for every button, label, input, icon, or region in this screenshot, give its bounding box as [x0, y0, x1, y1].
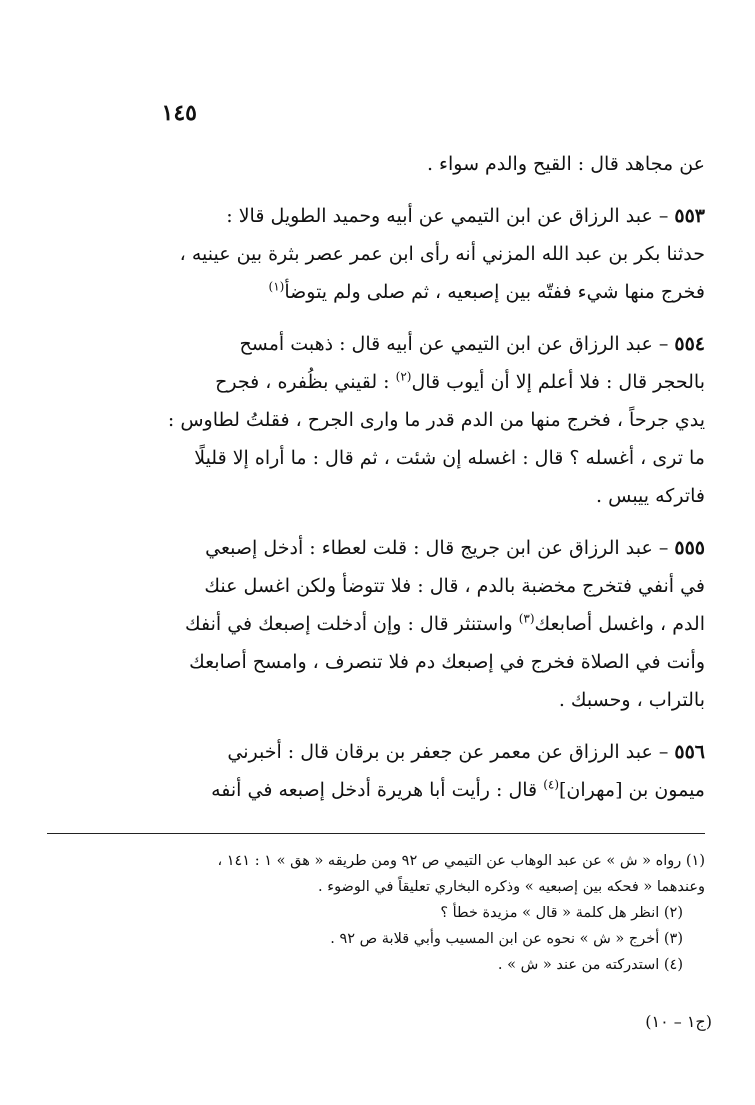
footnote-4: (٤) استدركته من عند « ش » . — [497, 957, 683, 973]
text-line — [47, 363, 705, 401]
page-number: ١٤٥ — [161, 100, 197, 126]
hadith-entry-556 — [47, 733, 705, 809]
text-line: ما ترى ، أغسله ؟ قال : اغسله إن شئت ، ثم قال : ما أراه إلا قليلًا — [194, 447, 705, 469]
entry-number: ٥٥٣ — [674, 205, 705, 227]
footnote-ref: (١) — [268, 279, 285, 294]
text-line: بالتراب ، وحسبك . — [558, 689, 705, 711]
text-line: في أنفي فتخرج مخضبة بالدم ، قال : فلا تتوضأ ولكن اغسل عنك — [204, 575, 705, 597]
text-segment: قال : رأيت أبا هريرة أدخل إصبعه في أنفه — [211, 779, 538, 801]
footnote-3: (٣) أخرج « ش » نحوه عن ابن المسيب وأبي قلابة ص ٩٢ . — [330, 931, 683, 947]
text-line: عن مجاهد قال : القيح والدم سواء . — [426, 153, 705, 175]
text-segment: – عبد الرزاق عن ابن جريج قال : قلت لعطاء : أدخل إصبعي — [205, 537, 669, 559]
text-line — [47, 197, 705, 235]
text-line — [47, 273, 705, 311]
text-segment: – عبد الرزاق عن معمر عن جعفر بن برقان قال : أخبرني — [227, 741, 669, 763]
footnote-1: (١) رواه « ش » عن عبد الوهاب عن التيمي ص ٩٢ ومن طريقه « هق » ١ : ١٤١ ، — [217, 853, 705, 869]
text-line: فاتركه ييبس . — [596, 485, 705, 507]
footnote-ref: (٢) — [395, 369, 412, 384]
footnotes — [47, 848, 705, 978]
text-line — [47, 771, 705, 809]
text-line — [47, 733, 705, 771]
footnote-2: (٢) انظر هل كلمة « قال » مزيدة خطأ ؟ — [440, 905, 683, 921]
text-line: وأنت في الصلاة فخرج في إصبعك دم فلا تنصرف ، وامسح أصابعك — [189, 651, 705, 673]
footnote-divider — [47, 833, 705, 834]
footnote-1-continued: وعندهما « فحكه بين إصبعيه » وذكره البخاري تعليقاً في الوضوء . — [318, 879, 705, 895]
entry-number: ٥٥٥ — [674, 537, 705, 559]
text-segment: الدم ، واغسل أصابعك — [534, 613, 705, 635]
text-line: يدي جرحاً ، فخرج منها من الدم قدر ما وارى الجرح ، فقلتُ لطاوس : — [167, 409, 705, 431]
entry-number: ٥٥٦ — [674, 741, 705, 763]
hadith-entry-554 — [47, 325, 705, 515]
text-segment: بالحجر قال : فلا أعلم إلا أن أيوب قال — [411, 371, 705, 393]
entry-number: ٥٥٤ — [674, 333, 705, 355]
text-line — [47, 325, 705, 363]
footnote-ref: (٤) — [543, 777, 560, 792]
text-line: حدثنا بكر بن عبد الله المزني أنه رأى ابن عمر عصر بثرة بين عينيه ، — [179, 243, 705, 265]
hadith-entry-555 — [47, 529, 705, 719]
text-segment: – عبد الرزاق عن ابن التيمي عن أبيه وحميد الطويل قالا : — [226, 205, 669, 227]
footnote-ref: (٣) — [518, 611, 535, 626]
main-text — [47, 145, 705, 809]
printer-signature: (ج١ – ١٠) — [645, 1012, 712, 1031]
text-segment: فخرج منها شيء ففتّه بين إصبعيه ، ثم صلى ولم يتوضأ — [284, 281, 705, 303]
text-segment: ميمون بن [مهران] — [559, 779, 705, 801]
text-line — [47, 605, 705, 643]
text-segment: واستنثر قال : وإن أدخلت إصبعك في أنفك — [184, 613, 513, 635]
continuation-paragraph — [47, 145, 705, 183]
hadith-entry-553 — [47, 197, 705, 311]
text-line — [47, 529, 705, 567]
text-segment: – عبد الرزاق عن ابن التيمي عن أبيه قال : ذهبت أمسح — [239, 333, 669, 355]
text-segment: : لقيني بظُفره ، فجرح — [215, 371, 390, 393]
